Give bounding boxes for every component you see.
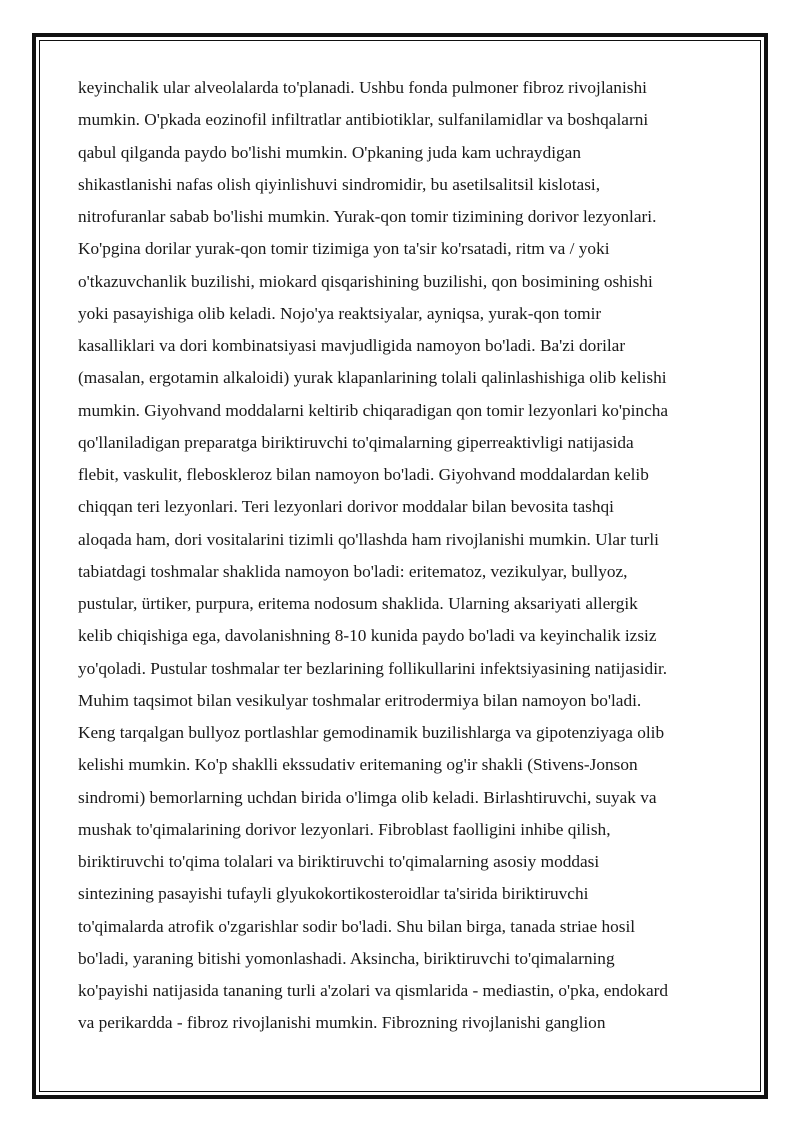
text-line: qabul qilganda paydo bo'lishi mumkin. O'pkaning juda kam uchraydigan (78, 142, 581, 162)
text-line: Muhim taqsimot bilan vesikulyar toshmalar eritrodermiya bilan namoyon bo'ladi. (78, 690, 642, 710)
text-line: va perikardda - fibroz rivojlanishi mumkin. Fibrozning rivojlanishi ganglion (78, 1013, 606, 1033)
text-line: Keng tarqalgan bullyoz portlashlar gemodinamik buzilishlarga va gipotenziyaga olib (78, 723, 665, 742)
text-line: kelishi mumkin. Ko'p shaklli ekssudativ eritemaning og'ir shakli (Stivens-Jonson (78, 755, 638, 775)
document-body-text (78, 72, 738, 1040)
text-line: yo'qoladi. Pustular toshmalar ter bezlarining follikullarini infektsiyasining natijasidir. (78, 658, 668, 678)
text-line: o'tkazuvchanlik buzilishi, miokard qisqarishining buzilishi, qon bosimining oshishi (78, 271, 653, 291)
text-line: tabiatdagi toshmalar shaklida namoyon bo'ladi: eritematoz, vezikulyar, bullyoz, (78, 561, 628, 581)
text-line: nitrofuranlar sabab bo'lishi mumkin. Yurak-qon tomir tizimining dorivor lezyonlari. (78, 207, 657, 226)
text-line: biriktiruvchi to'qima tolalari va biriktiruvchi to'qimalarning asosiy moddasi (78, 852, 600, 871)
text-line: pustular, ürtiker, purpura, eritema nodosum shaklida. Ularning aksariyati allergik (78, 594, 638, 613)
text-line: qo'llaniladigan preparatga biriktiruvchi to'qimalarning giperreaktivligi natijasida (78, 432, 634, 452)
text-line: chiqqan teri lezyonlari. Teri lezyonlari dorivor moddalar bilan bevosita tashqi (78, 497, 614, 517)
text-line: kelib chiqishiga ega, davolanishning 8-10 kunida paydo bo'ladi va keyinchalik izsiz (78, 626, 657, 646)
text-line: mumkin. Giyohvand moddalarni keltirib chiqaradigan qon tomir lezyonlari ko'pincha (78, 400, 669, 420)
text-line: bo'ladi, yaraning bitishi yomonlashadi. Aksincha, biriktiruvchi to'qimalarning (78, 948, 615, 968)
text-line: Ko'pgina dorilar yurak-qon tomir tizimiga yon ta'sir ko'rsatadi, ritm va / yoki (78, 239, 610, 259)
text-line: aloqada ham, dori vositalarini tizimli qo'llashda ham rivojlanishi mumkin. Ular turli (78, 529, 659, 549)
text-line: yoki pasayishiga olib keladi. Nojo'ya reaktsiyalar, ayniqsa, yurak-qon tomir (78, 303, 602, 323)
text-line: keyinchalik ular alveolalarda to'planadi. Ushbu fonda pulmoner fibroz rivojlanishi (78, 78, 647, 97)
text-line: mushak to'qimalarining dorivor lezyonlari. Fibroblast faolligini inhibe qilish, (78, 819, 611, 839)
text-line: (masalan, ergotamin alkaloidi) yurak klapanlarining tolali qalinlashishiga olib kelishi (78, 368, 667, 388)
text-line: to'qimalarda atrofik o'zgarishlar sodir bo'ladi. Shu bilan birga, tanada striae hosil (78, 916, 636, 936)
text-line: mumkin. O'pkada eozinofil infiltratlar antibiotiklar, sulfanilamidlar va boshqalarni (78, 110, 649, 130)
text-line: shikastlanishi nafas olish qiyinlishuvi sindromidir, bu asetilsalitsil kislotasi, (78, 174, 601, 194)
text-line: sintezining pasayishi tufayli glyukokortikosteroidlar ta'sirida biriktiruvchi (78, 884, 589, 904)
text-line: kasalliklari va dori kombinatsiyasi mavjudligida namoyon bo'ladi. Ba'zi dorilar (78, 336, 626, 355)
text-line: flebit, vaskulit, fleboskleroz bilan namoyon bo'ladi. Giyohvand moddalardan kelib (78, 465, 649, 484)
text-line: sindromi) bemorlarning uchdan birida o'limga olib keladi. Birlashtiruvchi, suyak va (78, 787, 657, 807)
text-line: ko'payishi natijasida tananing turli a'zolari va qismlarida - mediastin, o'pka, endokard (78, 981, 669, 1000)
